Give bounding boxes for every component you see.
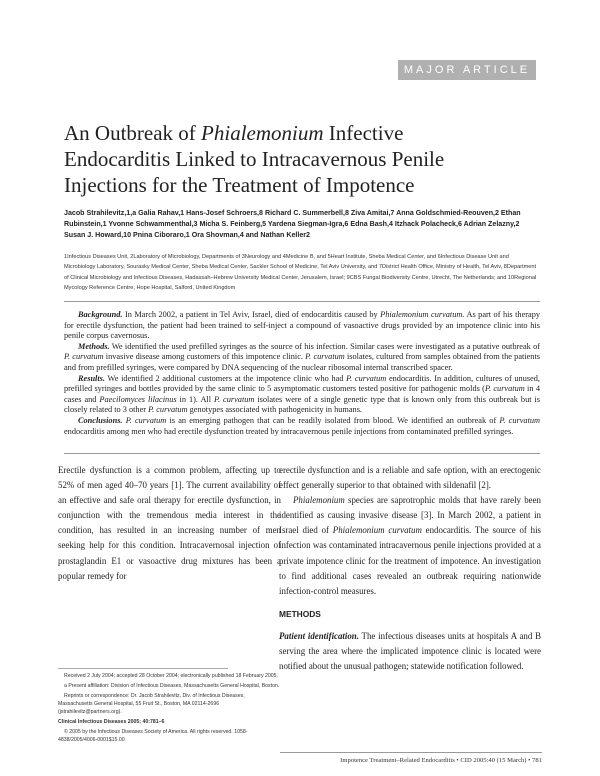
abstract-conclusions: Conclusions. P. curvatum is an emerging pathogen that can be readily isolated from blood. We identified an outbreak of P. curvatum endocarditis among men who had erectile dysfunction treated by intracavernous penile injections from contaminated prefilled syringes. [64,415,541,436]
article-title: An Outbreak of Phialemonium Infective Endocarditis Linked to Intracavernous Penile Injections for the Treatment of Impotence [64,121,445,197]
abstract-methods: Methods. We identified the used prefilled syringes as the source of his infection. Similar cases were investigated as a putative outbreak of P. curvatum invasive disease among customers of this impotence clinic. P. curvatum isolates, cultured from samples obtained from the patients and from prefilled syringes, were compared by DNA sequencing of the nuclear ribosomal internal transcribed spacer. [64,341,540,372]
abstract-results: Results. We identified 2 additional customers at the impotence clinic who had P. curvatum endocarditis. In addition, cultures of unused, prefilled syringes and bottles provided by the same clinic to 5 asymptomatic customers tested positive for pathogenic molds (P. curvatum in 4 cases and Paecilomyces lilacinus in 1). All P. curvatum isolates were of a single genetic type that is known only from this outbreak but is closely related to 3 other P. curvatum genotypes associated with pathogenicity in humans. [64,373,541,415]
page-footer: Impotence Treatment–Related Endocarditis • CID 2005:40 (15 March) • 781 [340,757,542,764]
abstract [64,310,540,437]
article-type-banner: MAJOR ARTICLE [398,60,536,80]
body-left-column [58,463,281,584]
abstract-top-rule [64,301,540,302]
methods-heading: METHODS [279,608,321,619]
abstract-background: Background. In March 2002, a patient in Tel Aviv, Israel, died of endocarditis caused by Phialemonium curvatum. As part of his therapy for erectile dysfunction, the patient had been trained to self-inject a compound of vasoactive drugs provided by an impotence clinic into his penile corpus cavernosus. [64,310,540,341]
footnote-rule [58,668,228,669]
footnote-received: Received 2 July 2004; accepted 28 October 2004; electronically published 18 February 2005. [64,673,278,679]
footnotes [58,672,280,746]
author-list: Jacob Strahilevitz,1,a Galia Rahav,1 Hans-Josef Schroers,8 Richard C. Summerbell,8 Ziva Amitai,7 Anna Goldschmied-Reouven,2 Ethan Rubinstein,1 Yvonne Schwammenthal,3 Micha S. Feinberg,5 Yardena Siegman-Igra,6 Edna Bash,4 Itzhack Polacheck,6 Adrian Zelazny,2 Susan J. Howard,10 Pnina Ciboraro,1 Ora Shovman,4 and Nathan Keller2 [64,209,521,239]
footnote-journal: Clinical Infectious Diseases 2005; 40:781–6 [58,719,165,725]
footnote-present-affiliation: a Present affiliation: Division of Infectious Diseases, Massachusetts General Hospital, Boston. [64,683,280,689]
phialemonium-paragraph: Phialemonium species are saprotrophic molds that have rarely been identified as causing invasive disease [3]. In March 2002, a patient in Israel died of Phialemonium curvatum endocarditis. The source of his infection was contaminated intracavernous penile injections provided at a private impotence clinic for the treatment of impotence. An investigation to find additional cases revealed an outbreak requiring nationwide infection-control measures. [279,495,541,596]
intro-paragraph: Erectile dysfunction is a common problem, affecting up to 52% of men aged 40–70 years [1]. The current availability of an effective and safe oral therapy for erectile dysfunction, in conjunction with the tremendous media interest in the condition, has resulted in an increasing number of men seeking help for this condition. Intracavernosal injection of prostaglandin E1 or vasoactive drug mixtures has been a popular remedy for [58,465,281,581]
footnote-copyright: © 2005 by the Infectious Diseases Society of America. All rights reserved. 1058-4838/2005/4006-0001$15.00 [58,729,248,743]
intro-paragraph-continued: erectile dysfunction and is a reliable and safe option, with an erectogenic effect generally superior to that obtained with sildenafil [2]. [279,465,541,491]
patient-identification-paragraph: Patient identification. The infectious diseases units at hospitals A and B serving the area where the implicated impotence clinic is located were notified about the unusual pathogen; statewide notification followed. [279,630,541,672]
body-right-column [279,463,541,674]
footer-rule [280,752,542,753]
abstract-bottom-rule [64,453,540,454]
footnote-reprints: Reprints or correspondence: Dr. Jacob Strahilevitz, Div. of Infectious Diseases, Massachusetts General Hospital, 55 Fruit St., Boston, MA 02114-2696 (jstrahilevitz@partners.org). [58,693,245,715]
affiliations: 1Infectious Diseases Unit, 2Laboratory of Microbiology, Departments of 3Neurology and 4Medicine B, and 5Heart Institute, Sheba Medical Center, and 6Infectious Disease Unit and Microbiology Laboratory, Sourasky Medical Center, Sheba Medical Center, Sackler School of Medicine, Tel Aviv University, and 7District Health Office, Ministry of Health, Tel Aviv, 8Department of Clinical Microbiology and Infectious Diseases, Hadassah–Hebrew University Medical Center, Jerusalem, Israel; 9CBS Fungal Biodiversity Centre, Utrecht, The Netherlands; and 10Regional Mycology Reference Centre, Hope Hospital, Salford, United Kingdom [64,254,537,292]
